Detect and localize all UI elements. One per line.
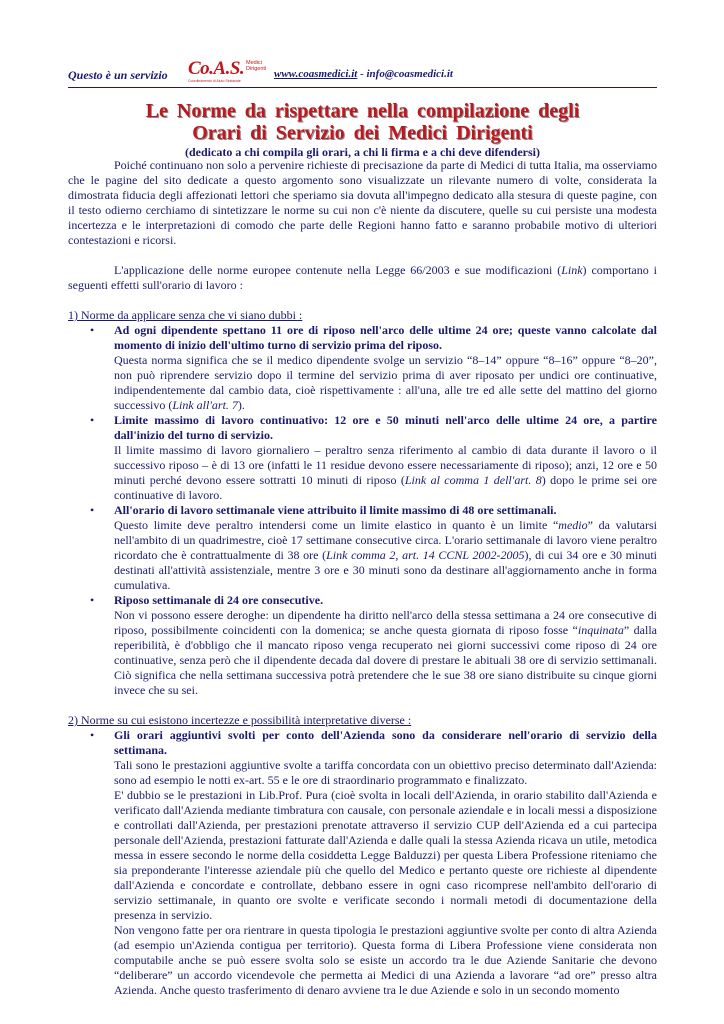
list-item: [68, 323, 657, 413]
item-text: Il limite massimo di lavoro giornaliero – peraltro senza riferimento al cambio di data durante il lavoro o il successivo riposo – è di 13 ore (infatti le 11 residue devono essere necessariamente di riposo); anzi, 12 ore e 50 minuti perché devono essere sottratti 10 minuti di riposo (Link al comma 1 dell'art. 8) dopo le prime sei ore continuative di lavoro.: [114, 443, 657, 502]
page-title: [68, 100, 657, 144]
header-links: [274, 68, 453, 80]
bullet-icon: •: [90, 413, 95, 427]
title-line-2: Orari di Servizio dei Medici Dirigenti: [192, 122, 533, 144]
title-line-1: Le Norme da rispettare nella compilazione degli: [145, 100, 580, 122]
bullet-icon: •: [90, 323, 95, 337]
item-text: Questa norma significa che se il medico dipendente svolge un servizio “8–14” oppure “8–16” oppure “8–20”, non può riprendere servizio dopo il termine del servizio prima di aver riposato per undici ore continuative, indipendentemente dal cambio data, cioè rispettivamente : all'una, alle tre ed alle sette del mattino del giorno successivo (Link all'art. 7).: [114, 353, 657, 412]
item-heading: Riposo settimanale di 24 ore consecutive.: [114, 593, 324, 607]
section-1-title: 1) Norme da applicare senza che vi siano dubbi :: [68, 308, 303, 322]
section-2-list: [68, 728, 657, 998]
document-body: [68, 158, 657, 998]
item-text: Tali sono le prestazioni aggiuntive svolte a tariffa concordata con un obiettivo preciso determinato dall'Azienda: sono ad esempio le notti ex-art. 55 e le ore di straordinario programmato e finalizzato.: [114, 758, 657, 787]
header-rule: [68, 87, 657, 88]
intro-paragraph: Poiché continuano non solo a pervenire richieste di precisazione da parte di Medici di tutta Italia, ma osserviamo che le pagine del sito dedicate a questo argomento sono visualizzate un rilevante numero di volte, considerata la dimostrata fiducia degli affezionati lettori che speriamo sia dovuta all'impegno dedicato alla stesura di queste pagine, con il testo odierno cerchiamo di sintetizzare le norme su cui non c'è niente da discutere, quelle su cui persiste una modesta incertezza e le interpretazioni di comodo che parte delle Regioni hanno fatto e saranno probabile motivo di ulteriori contestazioni e ricorsi.: [68, 158, 657, 247]
logo-side-1: Medici: [246, 60, 262, 66]
website-link[interactable]: www.coasmedici.it: [274, 68, 358, 80]
section-2-title: 2) Norme su cui esistono incertezze e possibilità interpretative diverse :: [68, 713, 412, 727]
law-text-after: ) comportano i seguenti effetti sull'orario di lavoro :: [68, 263, 657, 292]
section-1-list: [68, 323, 657, 698]
item-heading: Limite massimo di lavoro continuativo: 12 ore e 50 minuti nell'arco delle ultime 24 ore, a partire dall'inizio del turno di servizio.: [114, 413, 657, 442]
item-text: Non vengono fatte per ora rientrare in questa tipologia le prestazioni aggiuntive svolte per conto di altra Azienda (ad esempio un'Azienda contigua per territorio). Questa forma di Libera Professione viene considerata non computabile anche se può essere svolta solo se esiste un accordo tra le due Aziende Sanitarie che devono “deliberare” un accordo vicendevole che permetta ai Medici di una Azienda a lavorare “ad ore” presso altra Azienda. Anche questo trasferimento di denaro avviene tra le due Aziende e solo in un secondo momento: [114, 923, 657, 997]
bullet-icon: •: [90, 593, 95, 607]
law-paragraph: [68, 263, 657, 293]
service-intro: Questo è un servizio: [68, 68, 168, 82]
item-text: Non vi possono essere deroghe: un dipendente ha diritto nell'arco della stessa settimana a 24 ore consecutive di riposo, possibilmente coincidenti con la domenica; se anche questa giornata di riposo fosse “inquinata” dalla reperibilità, è d'obbligo che il mancato riposo venga recuperato nei giorni successivi come riposo di 24 ore continuative, senza però che il dipendente decada dal dovere di prestare le abituali 38 ore di servizio settimanali. Ciò significa che nella settimana successiva potrà pretendere che le sue 38 ore siano distribuite su cinque giorni invece che su sei.: [114, 608, 657, 697]
bullet-icon: •: [90, 503, 95, 517]
item-link[interactable]: Link al comma 1 dell'art. 8: [404, 473, 542, 487]
coas-logo: [188, 60, 272, 86]
item-heading: All'orario di lavoro settimanale viene attribuito il limite massimo di 48 ore settimanali.: [114, 503, 557, 517]
email-text: info@coasmedici.it: [366, 68, 453, 80]
item-text: Questo limite deve peraltro intendersi come un limite elastico in quanto è un limite “medio” da valutarsi nell'ambito di un quadrimestre, cioè 17 settimane consecutive circa. L'orario settimanale di lavoro viene peraltro ricordato che è contrattualmente di 38 ore (Link comma 2, art. 14 CCNL 2002-2005), di cui 34 ore e 30 minuti destinati all'attività assistenziale, mentre 3 ore e 30 minuti sono da destinare all'aggiornamento anche in forma cumulativa.: [114, 518, 657, 592]
item-heading: Ad ogni dipendente spettano 11 ore di riposo nell'arco delle ultime 24 ore; queste vanno calcolate dal momento di inizio dell'ultimo turno di servizio prima del riposo.: [114, 323, 657, 352]
law-text-before: L'applicazione delle norme europee contenute nella Legge 66/2003 e sue modificazioni (: [114, 263, 562, 277]
item-link[interactable]: Link comma 2, art. 14 CCNL 2002-2005: [326, 548, 525, 562]
item-link[interactable]: Link all'art. 7: [172, 398, 238, 412]
item-text: E' dubbio se le prestazioni in Lib.Prof. Pura (cioè svolta in locali dell'Azienda, in orario stabilito dall'Azienda e verificato dall'Azienda mediante timbratura con causale, con personale aziendale e in locali messi a disposizione e controllati dall'Azienda, per prestazioni prenotate attraverso il servizio CUP dell'Azienda ed a cui partecipa personale dell'Azienda, prestazioni fatturate dall'Azienda e dalle quali la stessa Azienda ricava un utile, metodica messa in essere secondo le norme della cosiddetta Legge Balduzzi) per questa Libera Professione riteniamo che sia preponderante l'interesse aziendale più che quello del Medico e pertanto queste ore richieste al dipendente dall'Azienda e concordate e controllate, debbano essere in ogni caso ricomprese nell'ambito dell'orario di servizio settimanale, in quanto ore svolte e verificate secondo i normali metodi di documentazione della presenza in servizio.: [114, 788, 657, 922]
bullet-icon: •: [90, 728, 95, 742]
logo-text: Co.A.S.: [188, 58, 245, 79]
page-subtitle: (dedicato a chi compila gli orari, a chi li firma e a chi deve difendersi): [185, 145, 540, 159]
header: [68, 60, 668, 88]
logo-side-2: Dirigenti: [246, 66, 267, 72]
list-item: [68, 728, 657, 998]
header-separator: -: [357, 68, 367, 80]
list-item: [68, 413, 657, 503]
law-link[interactable]: Link: [561, 263, 583, 277]
list-item: [68, 503, 657, 593]
item-heading: Gli orari aggiuntivi svolti per conto dell'Azienda sono da considerare nell'orario di servizio della settimana.: [114, 728, 657, 757]
list-item: [68, 593, 657, 698]
logo-tagline: Coordinamento di Aiuto Sindacale: [188, 79, 241, 83]
logo-side-text: [246, 60, 266, 72]
